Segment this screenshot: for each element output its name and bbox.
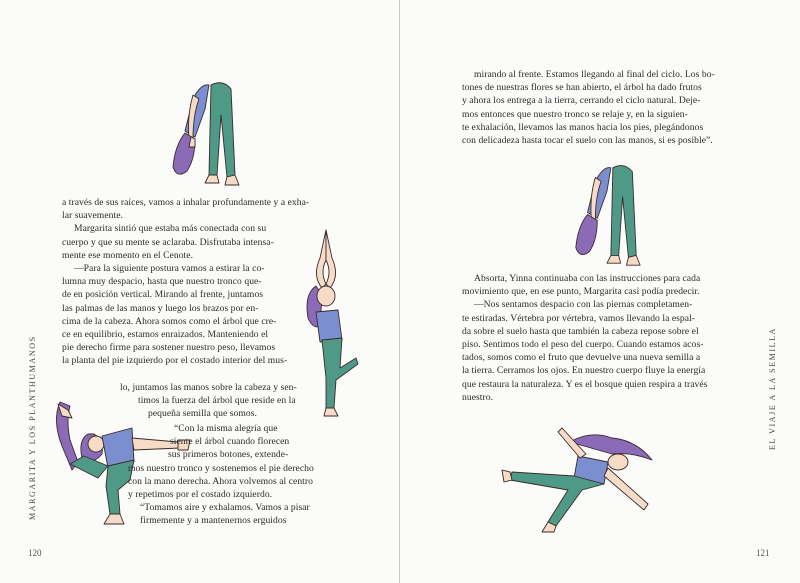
text-line: timos la fuerza del árbol que reside en la <box>138 395 296 407</box>
right-text-block-top <box>462 68 752 147</box>
left-text-block-top <box>62 196 334 368</box>
text-line: —Nos sentamos despacio con las piernas completamen- <box>474 299 693 311</box>
text-line: tones de nuestras flores se han abierto, el árbol ha dado frutos <box>462 82 702 94</box>
text-line: las palmas de las manos y luego los brazos por en- <box>62 302 259 314</box>
forward-bend-figure-icon <box>165 75 245 190</box>
text-line: “Con la misma alegría que <box>174 423 278 434</box>
text-line: mos nuestro tronco y sostenemos el pie derecho <box>128 462 314 474</box>
left-page-number: 120 <box>28 548 42 558</box>
text-line: cima de la cabeza. Ahora somos como el árbol que cre- <box>62 315 277 327</box>
text-line: —Para la siguiente postura vamos a estirar la co- <box>74 263 265 275</box>
text-line: con delicadeza hasta tocar el suelo con las manos, si es posible”. <box>462 135 713 147</box>
text-line: la tierra. Cerramos los ojos. En nuestro cuerpo fluye la energía <box>462 365 706 377</box>
text-line: nuestro. <box>462 391 494 403</box>
reclining-figure-icon <box>500 426 662 536</box>
text-line: lo, juntamos las manos sobre la cabeza y sen- <box>120 382 297 393</box>
text-line: la planta del pie izquierdo por el costado interior del mus- <box>62 355 288 367</box>
text-line: de en posición vertical. Mirando al frente, juntamos <box>62 289 264 301</box>
text-line: te estiradas. Vértebra por vértebra, vamos llevando la espal- <box>462 312 696 324</box>
text-line: con la mano derecha. Ahora volvemos al centro <box>128 475 313 487</box>
text-line: piso. Sentimos todo el peso del cuerpo. Cuando estamos acos- <box>462 339 704 351</box>
text-line: a través de sus raíces, vamos a inhalar profundamente y a exha- <box>62 197 310 208</box>
text-line: ce en equilibrio, estamos enraizados. Manteniendo el <box>62 329 269 341</box>
text-line: mos entonces que nuestro tronco se relaje y, en la siguien- <box>462 108 688 120</box>
left-text-block-bottom <box>128 422 338 528</box>
text-line: y repetimos por el costado izquierdo. <box>128 489 273 501</box>
text-line: mente ese momento en el Cenote. <box>62 249 194 261</box>
right-page <box>400 0 800 583</box>
text-line: lumna muy despacio, hasta que nuestro tronco que- <box>62 276 262 288</box>
text-line: pie derecho firme para sostener nuestro peso, llevamos <box>62 342 276 354</box>
left-text-block-mid <box>120 381 340 421</box>
text-line: te exhalación, llevamos las manos hacia los pies, plegándonos <box>462 121 704 133</box>
text-line: firmemente y a mantenernos erguidos <box>140 515 287 527</box>
right-running-head: EL VIAJE A LA SEMILLA <box>768 327 777 450</box>
text-line: pequeña semilla que somos. <box>148 408 257 420</box>
text-line: da sobre el suelo hasta que también la cabeza repose sobre el <box>462 325 699 337</box>
text-line: cuerpo y que su mente se aclaraba. Disfrutaba intensa- <box>62 236 274 248</box>
text-line: que restaura la naturaleza. Y es el bosque quien respira a través <box>462 378 708 390</box>
forward-bend-figure-icon <box>568 158 646 270</box>
left-running-head: MARGARITA Y LOS PLANTHUMANOS <box>28 335 37 520</box>
text-line: sus primeros botones, extende- <box>168 449 289 461</box>
text-line: movimiento que, en ese punto, Margarita casi podía predecir. <box>462 286 700 298</box>
text-line: mirando al frente. Estamos llegando al final del ciclo. Los bo- <box>474 69 715 80</box>
text-line: y ahora los entrega a la tierra, cerrando el ciclo natural. Deje- <box>462 95 701 107</box>
right-text-block-bottom <box>462 272 752 404</box>
text-line: “Tomamos aire y exhalamos. Vamos a pisar <box>140 502 310 514</box>
text-line: siente el árbol cuando florecen <box>170 436 290 448</box>
text-line: Margarita sintió que estaba más conectada con su <box>74 223 267 235</box>
text-line: lar suavemente. <box>62 210 123 222</box>
text-line: Absorta, Yinna continuaba con las instrucciones para cada <box>474 273 701 284</box>
text-line: tados, somos como el fruto que devuelve una nueva semilla a <box>462 352 701 364</box>
right-page-number: 121 <box>756 548 770 558</box>
